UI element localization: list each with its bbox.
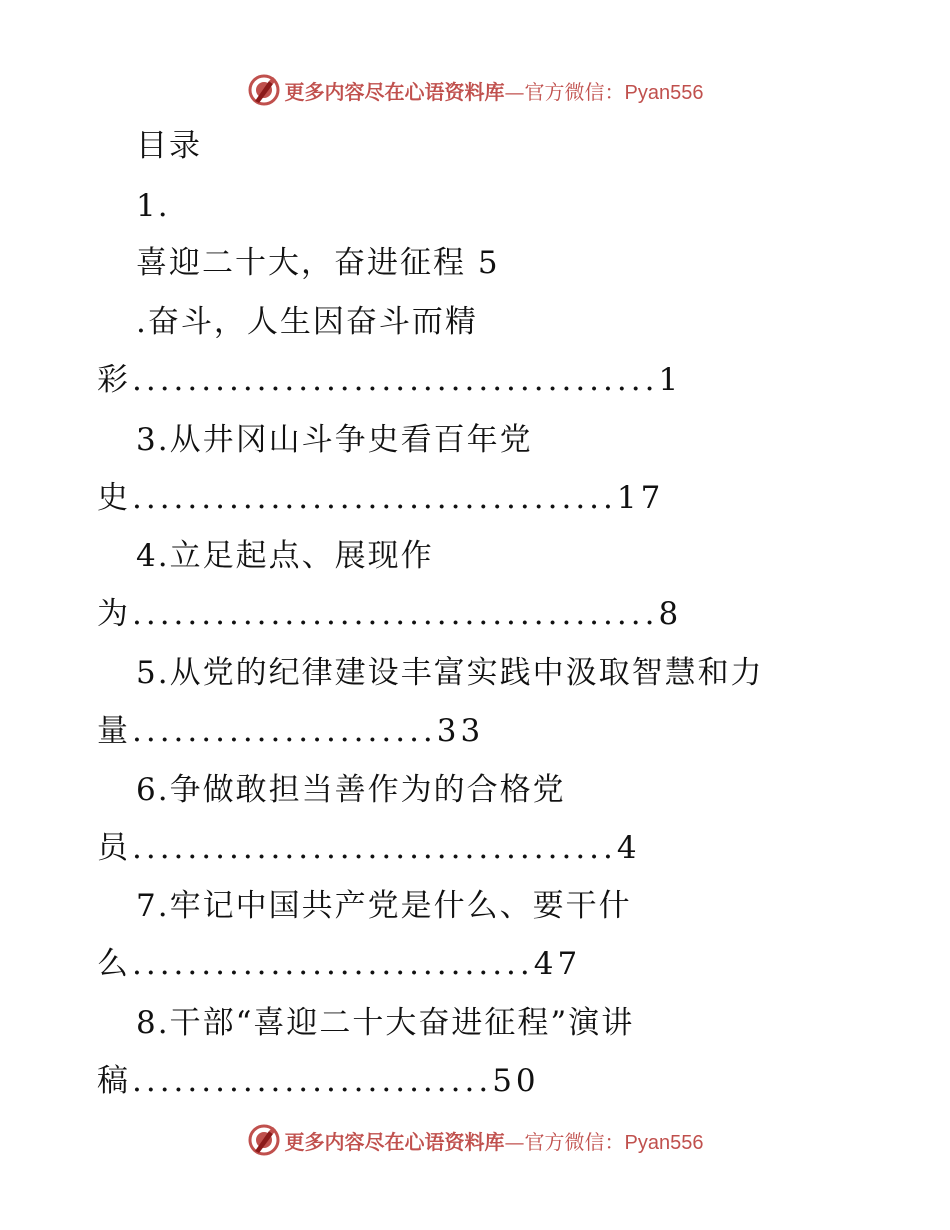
watermark-id: Pyan556 [624, 81, 704, 104]
toc-entry-5-title: 5.从党的纪律建设丰富实践中汲取智慧和力 [136, 655, 764, 691]
toc-entry-1-number: 1. [136, 188, 170, 224]
watermark-official: 官方微信： [524, 79, 625, 104]
toc-entry-2-title: .奋斗，人生因奋斗而精 [136, 304, 478, 340]
watermark-text [285, 1126, 704, 1155]
toc-heading: 目录 [136, 128, 202, 164]
toc-entry-3-title: 3.从井冈山斗争史看百年党 [136, 422, 533, 458]
pen-logo-icon [247, 73, 281, 107]
pen-logo-icon [247, 1123, 281, 1157]
toc-entry-8-leader: 稿..........................50 [97, 1063, 540, 1099]
toc-entry-6-title: 6.争做敢担当善作为的合格党 [136, 772, 566, 808]
toc-entry-5-leader: 量......................33 [97, 713, 485, 749]
watermark-id: Pyan556 [624, 1131, 704, 1154]
toc-entry-2-leader: 彩......................................1 [97, 362, 683, 398]
watermark-dash: — [504, 79, 525, 104]
toc-entry-4-leader: 为......................................8 [97, 596, 683, 632]
toc-entry-8-title: 8.干部“喜迎二十大奋进征程”演讲 [136, 1005, 635, 1041]
watermark-text [285, 76, 704, 105]
toc-entry-7-leader: 么.............................47 [97, 946, 582, 982]
toc-entry-3-leader: 史...................................17 [97, 480, 665, 516]
toc-entry-6-leader: 员...................................4 [97, 830, 641, 866]
watermark-official: 官方微信： [524, 1129, 625, 1154]
toc-entry-4-title: 4.立足起点、展现作 [136, 538, 434, 574]
watermark-main: 更多内容尽在心语资料库 [284, 1129, 505, 1154]
watermark-dash: — [504, 1129, 525, 1154]
toc-entry-7-title: 7.牢记中国共产党是什么、要干什 [136, 888, 632, 924]
bottom-watermark-banner [0, 1120, 950, 1160]
watermark-main: 更多内容尽在心语资料库 [284, 79, 505, 104]
toc-entry-1-title: 喜迎二十大，奋进征程 5 [136, 245, 500, 281]
top-watermark-banner [0, 70, 950, 110]
